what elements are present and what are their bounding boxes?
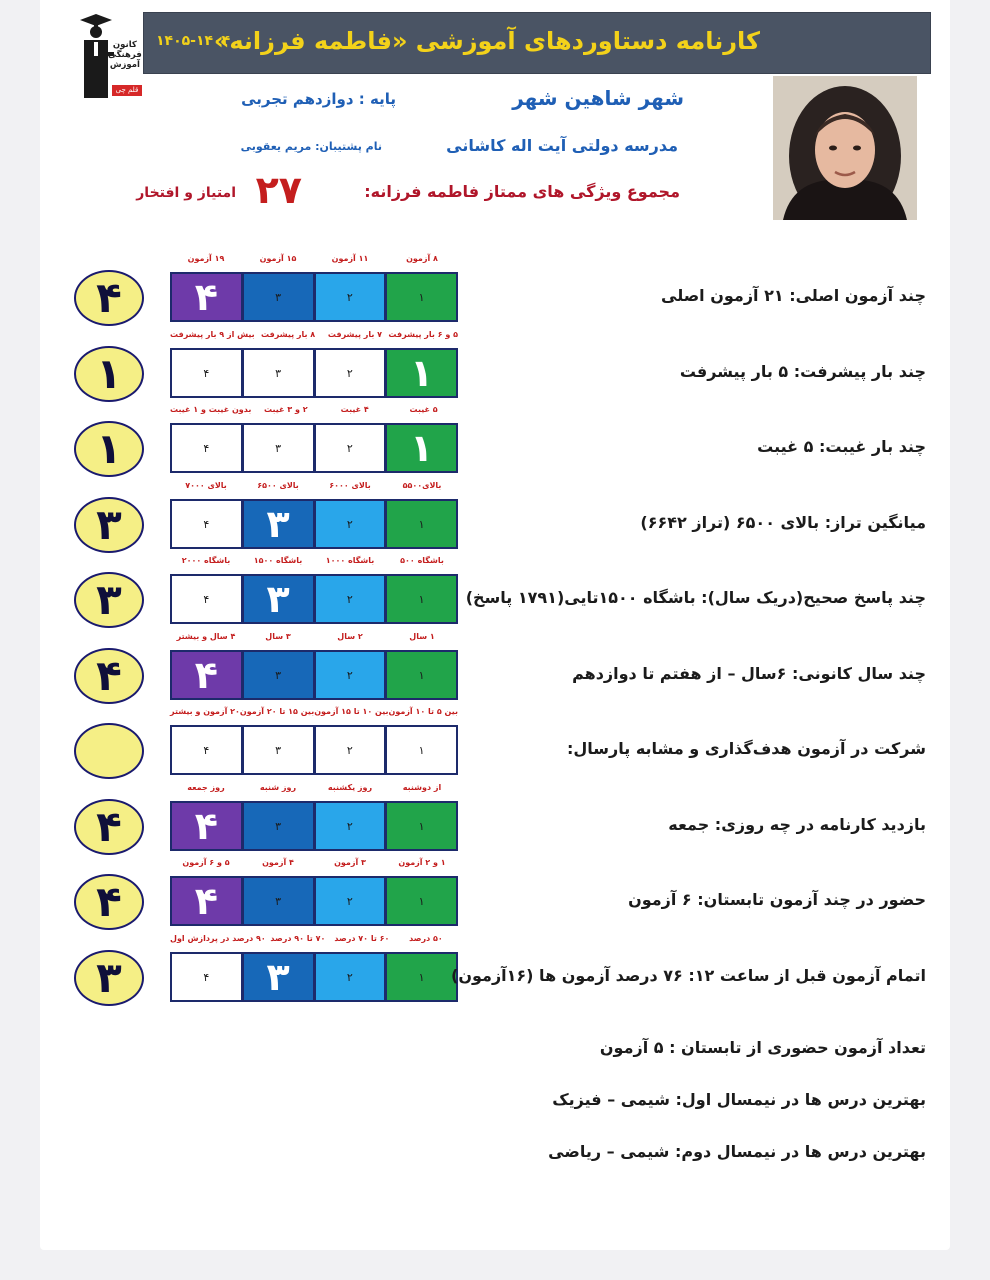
achievement-text: میانگین تراز: بالای ۶۵۰۰ (تراز ۶۶۴۲) [640,513,926,532]
score-circle [74,648,144,704]
level-box: ۴ [172,954,241,1000]
level-label: بالای ۷۰۰۰ [185,481,227,490]
achievement-text: چند بار پیشرفت: ۵ بار پیشرفت [679,362,926,381]
level-label: ۳ سال [265,632,291,641]
level-label: باشگاه ۲۰۰۰ [181,556,231,565]
score-value: ۴ [96,651,122,700]
level-box: ۲ [316,878,385,924]
level-labels [170,934,458,948]
level-box: ۴ [172,878,241,924]
level-label: ۱۹ آزمون [187,254,225,263]
footer-line: بهترین درس ها در نیمسال دوم: شیمی – ریاضی [548,1142,926,1161]
level-box: ۱ [387,274,456,320]
level-box: ۳ [244,954,313,1000]
level-box: ۴ [172,803,241,849]
level-labels [170,858,458,872]
level-label: ۸ بار پیشرفت [261,330,316,339]
level-label: ۴ غیبت [340,405,369,414]
footer-line: بهترین درس ها در نیمسال اول: شیمی – فیزیک [552,1090,926,1109]
level-boxes [170,348,458,398]
level-boxes [170,952,458,1002]
level-box: ۴ [172,350,241,396]
level-box: ۳ [244,274,313,320]
achievement-text: چند آزمون اصلی: ۲۱ آزمون اصلی [661,286,926,305]
total-suffix: امتیاز و افتخار [136,185,236,201]
level-box: ۴ [172,425,241,471]
level-label: ۵۰ درصد [409,934,443,943]
level-label: ۷۰ تا ۹۰ درصد [270,934,326,943]
level-box: ۱ [387,501,456,547]
level-label: ۱۵ آزمون [259,254,297,263]
level-label: باشگاه ۱۰۰۰ [325,556,375,565]
score-circle [74,723,144,779]
score-circle [74,270,144,326]
level-box: ۲ [316,576,385,622]
level-box: ۲ [316,954,385,1000]
level-box: ۱ [387,954,456,1000]
level-labels [170,783,458,797]
score-circle [74,572,144,628]
level-box: ۴ [172,274,241,320]
level-label: ۴ سال و بیشتر [176,632,236,641]
score-value: ۳ [96,575,122,624]
score-value: ۱ [96,424,122,473]
level-box: ۲ [316,652,385,698]
score-circle [74,421,144,477]
title-bar [143,12,931,74]
level-label: ۷ بار پیشرفت [327,330,383,339]
level-box: ۱ [387,803,456,849]
score-value: ۴ [96,273,122,322]
level-boxes [170,650,458,700]
level-label: از دوشنبه [402,783,442,792]
level-label: ۲۰ آزمون و بیشتر [170,707,240,716]
level-box: ۲ [316,501,385,547]
level-label: ۴ آزمون [262,858,294,867]
score-value: ۴ [96,802,122,851]
level-boxes [170,876,458,926]
level-box: ۴ [172,576,241,622]
score-circle [74,799,144,855]
level-labels [170,254,458,268]
academic-years: ۱۴۰۵-۱۴۰۴ [156,33,231,49]
level-label: باشگاه ۵۰۰ [400,556,444,565]
kanoon-brand-text [108,40,142,70]
level-labels [170,405,458,419]
level-boxes [170,725,458,775]
level-box: ۲ [316,274,385,320]
level-box: ۲ [316,350,385,396]
level-box: ۳ [244,576,313,622]
score-circle [74,874,144,930]
level-box: ۴ [172,501,241,547]
level-label: روز شنبه [259,783,297,792]
level-box: ۲ [316,727,385,773]
level-box: ۲ [316,803,385,849]
level-box: ۳ [244,652,313,698]
score-circle [74,497,144,553]
level-labels [170,632,458,646]
level-label: روز یکشنبه [327,783,373,792]
level-label: ۱۱ آزمون [331,254,369,263]
achievement-text: بازدید کارنامه در چه روزی: جمعه [668,815,926,834]
level-box: ۱ [387,652,456,698]
supporter-name: نام پشتیبان: مریم یعقوبی [240,140,382,153]
student-portrait-icon [773,76,917,220]
level-labels [170,556,458,570]
level-label: ۲ و ۳ غیبت [264,405,308,414]
level-label: ۸ آزمون [406,254,438,263]
level-label: روز جمعه [187,783,225,792]
level-label: ۹۰ درصد در پردازش اول [170,934,266,943]
level-box: ۳ [244,878,313,924]
level-label: ۵ غیبت [409,405,438,414]
score-value: ۱ [96,349,122,398]
level-label: بالای ۶۵۰۰ [257,481,299,490]
level-box: ۳ [244,501,313,547]
level-label: ۶۰ تا ۷۰ درصد [334,934,390,943]
achievement-text: شرکت در آزمون هدف‌گذاری و مشابه پارسال: [567,739,926,758]
score-circle [74,950,144,1006]
level-box: ۱ [387,425,456,471]
level-label: ۱ سال [409,632,435,641]
level-box: ۴ [172,652,241,698]
brand-line: فرهنگی [108,50,142,60]
kanoon-logo [74,12,144,100]
brand-line: آموزش [109,60,140,70]
level-box: ۳ [244,350,313,396]
kanoon-tag: قلم چی [112,85,142,96]
student-school: مدرسه دولتی آیت اله کاشانی [446,136,678,155]
level-boxes [170,801,458,851]
achievement-text: چند سال کانونی: ۶سال – از هفتم تا دوازدهم [572,664,926,683]
level-label: ۱ و ۲ آزمون [398,858,446,867]
page-title: کارنامه دستاوردهای آموزشی «فاطمه فرزانه» [213,27,760,55]
level-label: ۵ و ۶ بار پیشرفت [388,330,458,339]
achievement-text: اتمام آزمون قبل از ساعت ۱۲: ۷۶ درصد آزمون ها (۱۶آزمون) [451,966,926,985]
level-label: بدون غیبت و ۱ غیبت [170,405,252,414]
level-box: ۲ [316,425,385,471]
level-box: ۱ [387,878,456,924]
level-box: ۱ [387,576,456,622]
level-box: ۱ [387,350,456,396]
footer-line: تعداد آزمون حضوری از تابستان : ۵ آزمون [599,1038,926,1057]
achievement-text: چند بار غیبت: ۵ غیبت [757,437,926,456]
level-label: بین ۱۰ تا ۱۵ آزمون [314,707,389,716]
level-boxes [170,574,458,624]
level-boxes [170,423,458,473]
level-box: ۳ [244,425,313,471]
level-labels [170,330,458,344]
level-labels [170,707,458,721]
level-label: بین ۱۵ تا ۲۰ آزمون [239,707,315,716]
student-photo [773,76,917,220]
level-boxes [170,499,458,549]
level-label: ۵ و ۶ آزمون [182,858,230,867]
level-label: بیش از ۹ بار پیشرفت [170,330,255,339]
achievement-text: چند پاسخ صحیح(دریک سال): باشگاه ۱۵۰۰تایی(۱۷۹۱ پاسخ) [465,588,926,607]
score-value: ۴ [96,877,122,926]
level-label: بالای ۶۰۰۰ [329,481,371,490]
level-label: بین ۵ تا ۱۰ آزمون [388,707,458,716]
total-label: مجموع ویژگی های ممتاز فاطمه فرزانه: [364,182,680,201]
achievement-text: حضور در چند آزمون تابستان: ۶ آزمون [628,890,926,909]
level-box: ۴ [172,727,241,773]
brand-line: کانون [112,40,137,50]
student-grade: پایه : دوازدهم تجربی [241,90,396,108]
level-box: ۳ [244,803,313,849]
total-value: ۲۷ [255,168,302,212]
score-value: ۳ [96,500,122,549]
level-box: ۱ [387,727,456,773]
student-city: شهر شاهین شهر [512,86,684,110]
level-label: بالای۵۵۰۰ [402,481,442,490]
score-value: ۳ [96,953,122,1002]
level-boxes [170,272,458,322]
level-label: ۳ آزمون [334,858,366,867]
score-circle [74,346,144,402]
level-label: ۲ سال [337,632,363,641]
level-labels [170,481,458,495]
level-label: باشگاه ۱۵۰۰ [253,556,303,565]
level-box: ۳ [244,727,313,773]
